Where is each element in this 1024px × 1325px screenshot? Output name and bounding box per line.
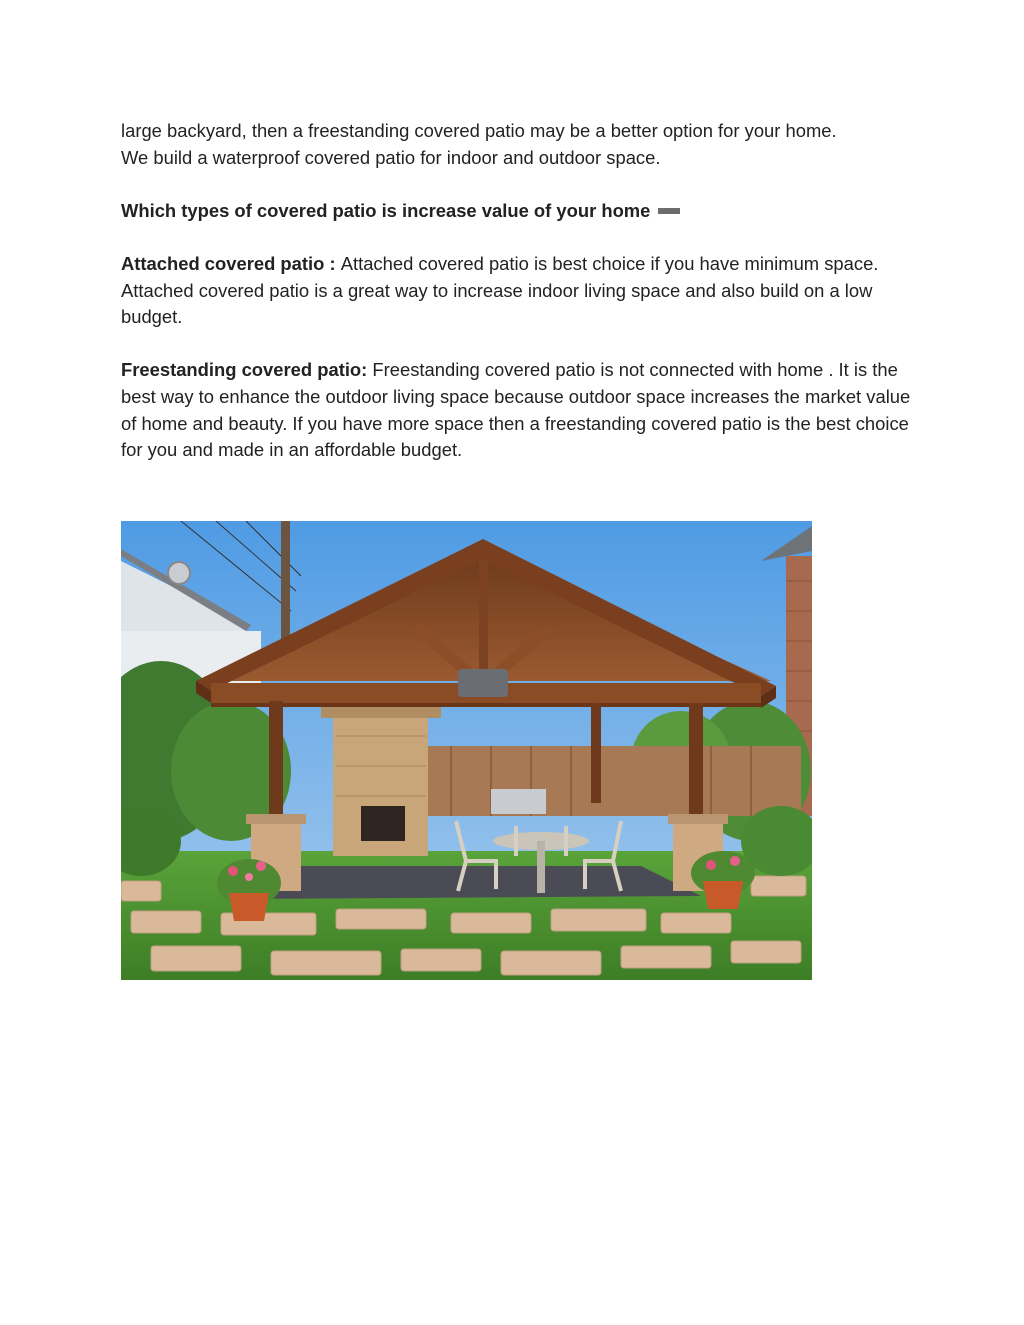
attached-paragraph xyxy=(121,251,911,331)
intro-line-2: We build a waterproof covered patio for indoor and outdoor space. xyxy=(121,146,661,168)
heavy-minus-icon xyxy=(658,208,680,214)
covered-patio-photo xyxy=(121,521,812,980)
question-heading xyxy=(121,198,911,225)
freestanding-label: Freestanding covered patio: xyxy=(121,359,368,381)
document-body xyxy=(121,118,911,464)
attached-label: Attached covered patio : xyxy=(121,252,341,274)
freestanding-paragraph xyxy=(121,357,911,463)
intro-line-1: large backyard, then a freestanding covered patio may be a better option for your home. xyxy=(121,120,837,141)
intro-paragraph xyxy=(121,118,911,171)
freestanding-text: Freestanding covered patio is not connected with home . It is the best way to enhance the outdoor living space because outdoor space increases the market value of home and beauty. If you have more space then a freestanding covered patio is the best choice for you and made in an affordable budget. xyxy=(121,359,911,461)
question-text: Which types of covered patio is increase value of your home xyxy=(121,199,651,221)
attached-text: Attached covered patio is best choice if you have minimum space. Attached covered patio is a great way to increase indoor living space and also build on a low budget. xyxy=(121,252,879,328)
